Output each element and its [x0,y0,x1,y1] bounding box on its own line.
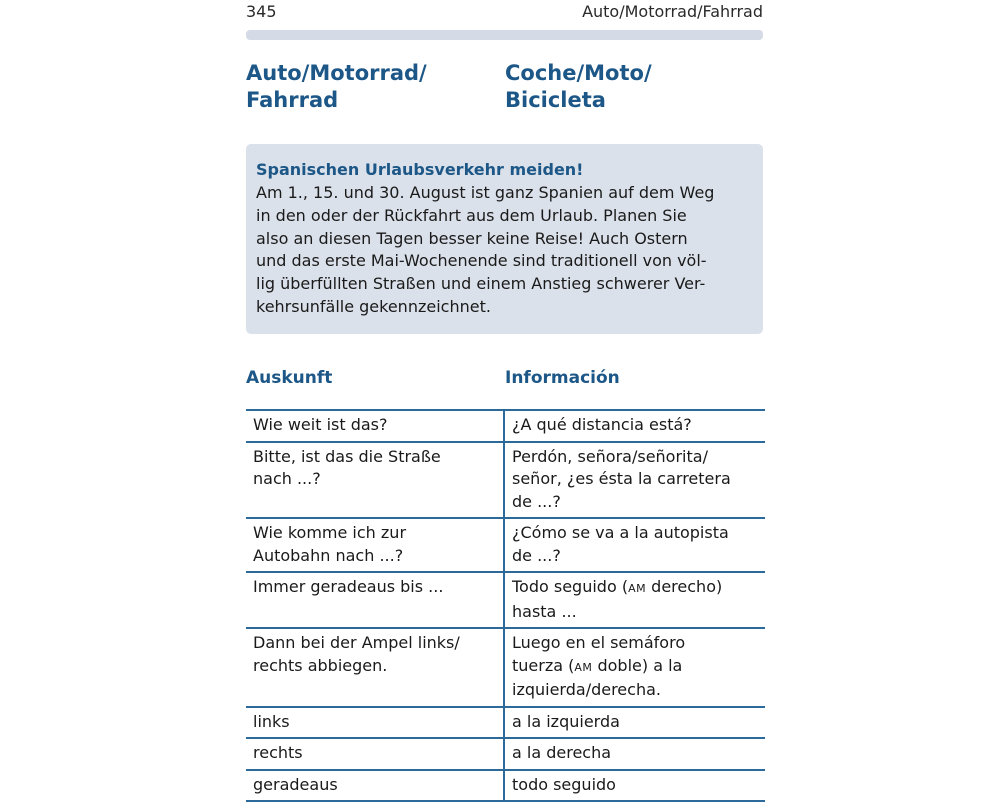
info-box-text [256,182,754,319]
spanish-phrase-line: a la izquierda [512,711,620,731]
german-phrase [246,442,504,519]
german-phrase [246,410,504,442]
info-box-line: und das erste Mai-Wochenende sind traditionell von völ- [256,251,707,271]
spanish-phrase-line: hasta ... [512,601,577,621]
spanish-phrase [504,518,765,572]
german-phrase [246,738,504,770]
title-german-line: Auto/Motorrad/ [246,61,427,85]
spanish-phrase [504,707,765,739]
spanish-phrase [504,410,765,442]
spanish-phrase [504,572,765,628]
table-row [246,572,765,628]
title-spanish-line: Bicicleta [505,88,606,112]
german-phrase-line: Immer geradeaus bis ... [253,577,444,596]
title-german-line: Fahrrad [246,88,339,112]
spanish-phrase [504,738,765,770]
info-box-line: Am 1., 15. und 30. August ist ganz Spanien auf dem Weg [256,183,715,202]
region-abbreviation: AM [574,660,593,674]
info-box-line: lig überfüllten Straßen und einem Anstieg schwerer Ver- [256,274,706,294]
info-box-line: kehrsunfälle gekennzeichnet. [256,296,491,316]
german-phrase-line: links [253,711,290,731]
region-abbreviation: AM [628,582,647,595]
spanish-phrase [504,628,765,707]
phrase-table [246,409,765,802]
spanish-phrase-line: a la derecha [512,743,612,762]
table-row [246,442,765,519]
german-phrase-line: rechts [253,743,303,762]
german-phrase-line: Dann bei der Ampel links/ [253,633,460,652]
spanish-phrase-line: señor, ¿es ésta la carretera [512,469,731,488]
table-row [246,738,765,770]
spanish-phrase-line: izquierda/derecha. [512,680,661,699]
german-phrase-line: geradeaus [253,774,338,794]
spanish-phrase-line: Perdón, señora/señorita/ [512,446,708,466]
table-row [246,770,765,802]
section-heading-german: Auskunft [246,368,333,388]
spanish-phrase [504,442,765,519]
table-row [246,628,765,707]
info-box-line: also an diesen Tagen besser keine Reise! Auch Ostern [256,228,688,248]
section-heading-spanish: Información [505,368,620,388]
spanish-phrase-line: Luego en el semáforo [512,633,686,652]
german-phrase [246,572,504,628]
german-phrase-line: rechts abbiegen. [253,655,388,675]
spanish-phrase [504,770,765,802]
table-row [246,518,765,572]
info-box-line: in den oder der Rückfahrt aus dem Urlaub. Planen Sie [256,205,687,225]
german-phrase [246,707,504,739]
title-spanish-line: Coche/Moto/ [505,61,652,85]
page-number: 345 [246,2,277,21]
spanish-phrase-line: ¿Cómo se va a la autopista [512,523,729,542]
german-phrase-line: Autobahn nach ...? [253,545,404,565]
table-row [246,410,765,442]
title-german [246,60,486,114]
german-phrase [246,628,504,707]
table-row [246,707,765,739]
spanish-phrase-line: Todo seguido (AM derecho) [512,577,723,596]
spanish-phrase-line: de ...? [512,491,561,511]
spanish-phrase-line: ¿A qué distancia está? [512,415,692,434]
german-phrase-line: nach ...? [253,469,321,488]
german-phrase [246,518,504,572]
spanish-phrase-line: tuerza (AM doble) a la [512,655,683,675]
german-phrase-line: Wie weit ist das? [253,415,388,434]
spanish-phrase-line: de ...? [512,545,561,565]
spanish-phrase-line: todo seguido [512,774,616,794]
german-phrase-line: Wie komme ich zur [253,523,407,542]
title-spanish [505,60,763,114]
running-head: Auto/Motorrad/Fahrrad [582,2,763,21]
german-phrase [246,770,504,802]
info-box [246,144,763,334]
dictionary-page [246,0,763,800]
info-box-title: Spanischen Urlaubsverkehr meiden! [256,160,584,179]
header-rule [246,30,763,40]
german-phrase-line: Bitte, ist das die Straße [253,446,441,466]
